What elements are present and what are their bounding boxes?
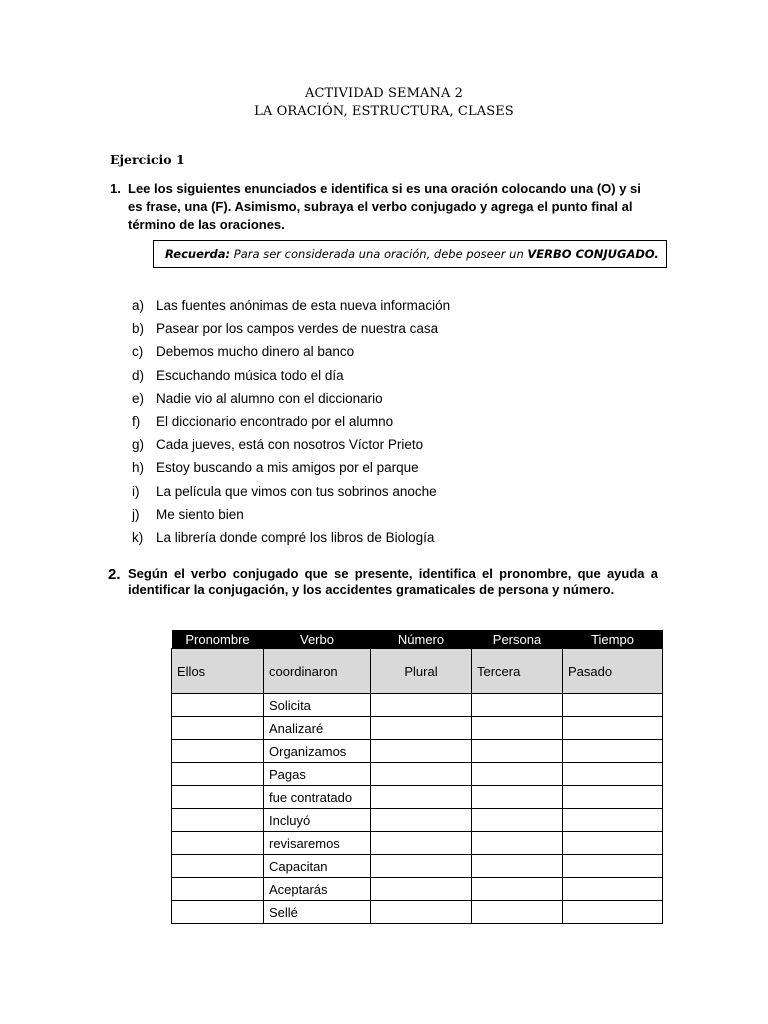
tiempo-cell[interactable] [563,832,663,855]
page-subtitle: LA ORACIÓN, ESTRUCTURA, CLASES [254,104,514,119]
table-row [172,786,663,809]
question-2-text: Según el verbo conjugado que se presente, identifica el pronombre, que ayuda a identificar la conjugación, y los accidentes gramaticales de persona y número. [128,566,658,597]
verb-cell: revisaremos [264,832,371,855]
tiempo-cell[interactable] [563,717,663,740]
numero-cell[interactable] [371,740,472,763]
verb-cell: Capacitan [264,855,371,878]
list-item-text: Nadie vio al alumno con el diccionario [156,390,383,406]
pronombre-cell[interactable] [172,809,264,832]
numero-cell[interactable] [371,694,472,717]
tiempo-cell[interactable] [563,901,663,924]
page-title: ACTIVIDAD SEMANA 2 [304,86,464,101]
persona-cell[interactable] [472,809,563,832]
example-row [172,649,663,694]
tiempo-cell[interactable] [563,763,663,786]
tiempo-cell[interactable] [563,809,663,832]
question-2 [108,566,658,597]
list-item [132,435,450,458]
verb-cell: Pagas [264,763,371,786]
table-row [172,878,663,901]
list-item [132,296,450,319]
list-item-letter: e) [132,390,145,406]
persona-cell[interactable] [472,878,563,901]
list-item-letter: g) [132,437,145,453]
numero-cell[interactable] [371,901,472,924]
pronombre-cell[interactable] [172,786,264,809]
tiempo-cell[interactable] [563,740,663,763]
column-header-pronombre: Pronombre [172,630,264,649]
table-row [172,717,663,740]
numero-cell[interactable] [371,763,472,786]
list-item [132,528,450,551]
pronombre-cell[interactable] [172,901,264,924]
persona-cell[interactable] [472,717,563,740]
verb-cell: fue contratado [264,786,371,809]
list-item-text: Debemos mucho dinero al banco [156,344,355,360]
list-item-text: La película que vimos con tus sobrinos anoche [156,483,437,499]
table-row [172,694,663,717]
column-header-numero: Número [371,630,472,649]
list-item [132,482,450,505]
pronombre-cell[interactable] [172,878,264,901]
list-item-text: El diccionario encontrado por el alumno [156,413,394,429]
list-item-text: La librería donde compré los libros de Biología [156,529,435,545]
numero-cell[interactable] [371,786,472,809]
list-item-letter: d) [132,367,145,383]
verb-cell: Solicita [264,694,371,717]
tiempo-cell[interactable] [563,878,663,901]
pronombre-cell[interactable] [172,717,264,740]
numero-cell[interactable] [371,717,472,740]
tiempo-cell[interactable] [563,694,663,717]
table-row [172,855,663,878]
list-item [132,342,450,365]
example-pronombre: Ellos [172,649,264,694]
verb-cell: Incluyó [264,809,371,832]
pronombre-cell[interactable] [172,763,264,786]
list-item [132,366,450,389]
reminder-text: Para ser considerada una oración, debe poseer un [230,247,528,261]
table-row [172,809,663,832]
reminder-box [153,240,667,268]
reminder-emphasis: VERBO CONJUGADO. [527,247,659,261]
list-item-letter: b) [132,321,145,337]
list-item-letter: c) [132,344,144,360]
exercise-label: Ejercicio 1 [110,152,185,167]
list-item-text: Escuchando música todo el día [156,367,344,383]
persona-cell[interactable] [472,763,563,786]
numero-cell[interactable] [371,855,472,878]
column-header-persona: Persona [472,630,563,649]
pronombre-cell[interactable] [172,694,264,717]
list-item [132,458,450,481]
list-item-letter: h) [132,460,145,476]
list-item-text: Estoy buscando a mis amigos por el parque [156,460,419,476]
column-header-verbo: Verbo [264,630,371,649]
persona-cell[interactable] [472,786,563,809]
example-tiempo: Pasado [563,649,663,694]
numero-cell[interactable] [371,809,472,832]
persona-cell[interactable] [472,832,563,855]
verb-cell: Organizamos [264,740,371,763]
table-header-row [172,630,663,649]
table-row [172,740,663,763]
list-item-text: Las fuentes anónimas de esta nueva información [156,298,451,313]
list-item [132,389,450,412]
numero-cell[interactable] [371,832,472,855]
conjugation-table [171,630,663,924]
persona-cell[interactable] [472,694,563,717]
list-item-text: Pasear por los campos verdes de nuestra casa [156,321,439,337]
list-item [132,319,450,342]
list-item-letter: j) [132,506,140,522]
list-item [132,412,450,435]
list-item-text: Me siento bien [156,506,244,522]
table-row [172,763,663,786]
verb-cell: Sellé [264,901,371,924]
list-item-letter: k) [132,529,144,545]
persona-cell[interactable] [472,740,563,763]
sentence-list [132,296,450,551]
table-row [172,832,663,855]
reminder-label: Recuerda: [165,247,231,261]
list-item-text: Cada jueves, está con nosotros Víctor Prieto [156,437,424,453]
numero-cell[interactable] [371,878,472,901]
question-1-text: Lee los siguientes enunciados e identifica si es una oración colocando una (O) y si es frase, una (F). Asimismo, subraya el verbo conjugado y agrega el punto final al término de las oraciones. [128,181,641,232]
pronombre-cell[interactable] [172,855,264,878]
list-item-letter: a) [132,298,145,313]
example-verbo: coordinaron [264,649,371,694]
verb-cell: Aceptarás [264,878,371,901]
example-persona: Tercera [472,649,563,694]
tiempo-cell[interactable] [563,786,663,809]
column-header-tiempo: Tiempo [563,630,663,649]
persona-cell[interactable] [472,855,563,878]
question-2-number: 2. [108,566,121,583]
question-1-number: 1. [110,181,121,196]
table-row [172,901,663,924]
list-item-letter: f) [132,413,141,429]
list-item-letter: i) [132,483,140,499]
verb-cell: Analizaré [264,717,371,740]
example-numero: Plural [371,649,472,694]
question-1 [110,180,658,234]
persona-cell[interactable] [472,901,563,924]
pronombre-cell[interactable] [172,740,264,763]
list-item [132,505,450,528]
tiempo-cell[interactable] [563,855,663,878]
pronombre-cell[interactable] [172,832,264,855]
